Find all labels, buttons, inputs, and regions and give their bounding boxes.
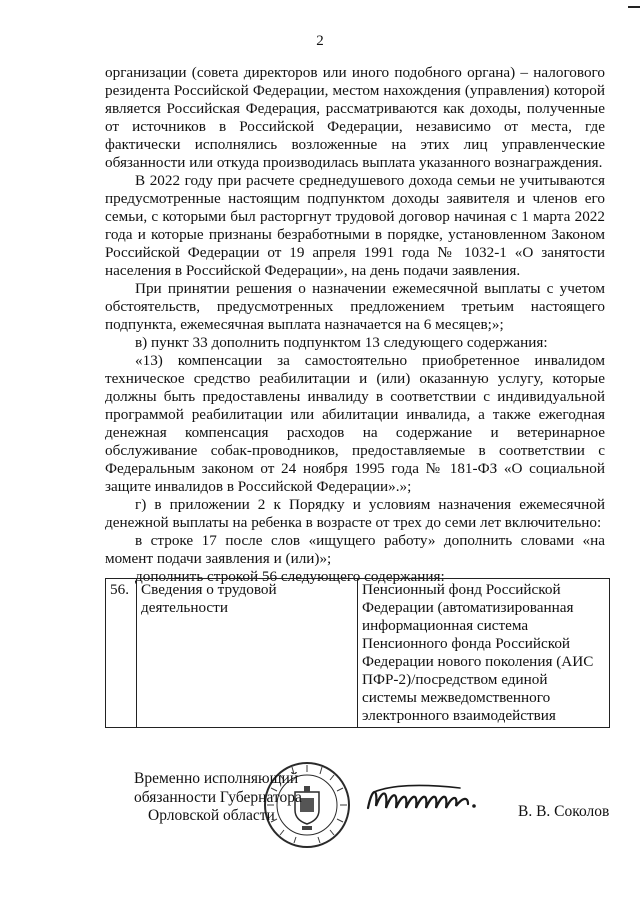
information-cell: Сведения о трудовой деятельности xyxy=(137,579,358,728)
paragraph-2: В 2022 году при расчете среднедушевого дохода семьи не учитываются предусмотренные настоящим подпунктом доходы заявителя и членов его семьи, с которыми был расторгнут трудовой договор начиная с 1 марта 2022 года и которые признаны безработными в порядке, установленном Законом Российской Федерации от 19 апреля 1991 года № 1032-1 «О занятости населения в Российской Федерации», на день подачи заявления. xyxy=(105,172,605,279)
page-number: 2 xyxy=(316,33,324,49)
row-number-cell: 56. xyxy=(106,579,137,728)
position-line-3: Орловской области xyxy=(148,807,275,824)
signer-name: В. В. Соколов xyxy=(518,803,610,820)
corner-mark xyxy=(628,6,640,8)
signature-position xyxy=(134,770,302,826)
paragraph-3: При принятии решения о назначении ежемесячной выплаты с учетом обстоятельств, предусмотренных предложением третьим настоящего подпункта, ежемесячная выплата назначается на 6 месяцев;»; xyxy=(105,280,605,333)
position-line-2: обязанности Губернатора xyxy=(134,788,302,806)
paragraph-1: организации (совета директоров или иного подобного органа) – налогового резидента Российской Федерации, местом нахождения (управления) которой является Российская Федерация, рассматриваются как доходы, полученные от источников в Российской Федерации, независимо от места, где фактически исполнялись возложенные на этих лиц управленческие обязанности или откуда производилась выплата указанного вознаграждения. xyxy=(105,64,605,171)
document-body xyxy=(105,64,605,586)
appendix-table xyxy=(105,578,610,728)
paragraph-5: «13) компенсации за самостоятельно приобретенное инвалидом техническое средство реабилитации и (или) оказанную услугу, которые должны быть предоставлены инвалиду в соответствии с индивидуальной программой реабилитации или абилитации инвалида, а также ежегодная денежная компенсация расходов на содержание и ветеринарное обслуживание собак-проводников, предоставляемые в соответствии с Федеральным законом от 24 ноября 1995 года № 181-ФЗ «О социальной защите инвалидов в Российской Федерации».»; xyxy=(105,352,605,495)
table-row xyxy=(106,579,610,728)
paragraph-4: в) пункт 33 дополнить подпунктом 13 следующего содержания: xyxy=(135,334,548,351)
source-cell: Пенсионный фонд Российской Федерации (автоматизированная информационная система Пенсионного фонда Российской Федерации нового поколения (АИС ПФР-2)/посредством единой системы межведомственного электронного взаимодействия xyxy=(358,579,610,728)
paragraph-8: дополнить строкой 56 следующего содержания: xyxy=(135,568,445,585)
handwritten-signature xyxy=(364,778,494,823)
position-line-1: Временно исполняющий xyxy=(134,770,299,787)
paragraph-6: г) в приложении 2 к Порядку и условиям назначения ежемесячной денежной выплаты на ребенка в возрасте от трех до семи лет включительно: xyxy=(105,496,605,531)
paragraph-7: в строке 17 после слов «ищущего работу» дополнить словами «на момент подачи заявления и (или)»; xyxy=(105,532,605,567)
